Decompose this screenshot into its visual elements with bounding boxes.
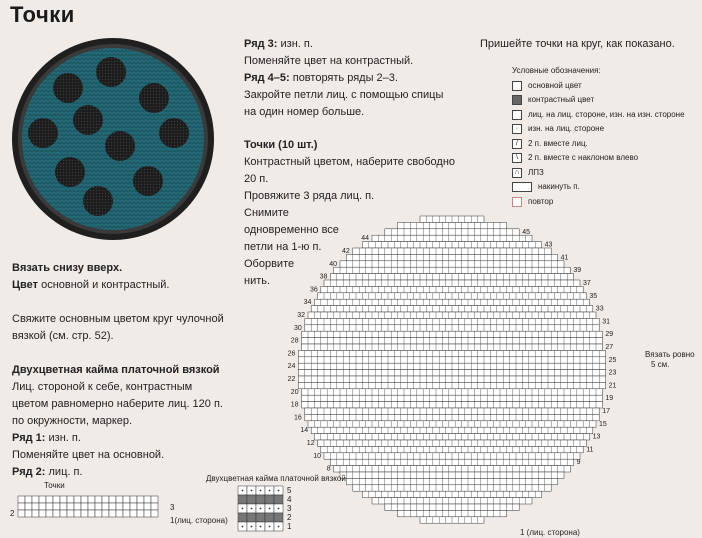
chart-cell bbox=[18, 496, 25, 503]
dots-line2: 20 п. bbox=[244, 173, 269, 185]
ssk-icon: \ bbox=[512, 153, 522, 163]
border-line3: по окружности, маркер. bbox=[12, 415, 133, 427]
chart-cell bbox=[39, 510, 46, 517]
row-number: 28 bbox=[290, 337, 299, 345]
chart-cell bbox=[137, 496, 144, 503]
color-value: основной и контрастный. bbox=[41, 279, 170, 291]
color-label: Цвет bbox=[12, 279, 39, 291]
dots-line5: одновременно все bbox=[244, 224, 339, 236]
chart-cell bbox=[88, 503, 95, 510]
row-number: 14 bbox=[300, 427, 309, 435]
purl-mark bbox=[278, 526, 280, 528]
dot bbox=[73, 105, 103, 135]
chart-cell bbox=[74, 510, 81, 517]
chart-cell bbox=[144, 510, 151, 517]
chart-row bbox=[340, 472, 564, 478]
chart-cell bbox=[130, 496, 137, 503]
chart-cell bbox=[81, 510, 88, 517]
chart-cell bbox=[238, 495, 247, 504]
border-chart-row-labels bbox=[287, 486, 301, 531]
k2tog-icon: / bbox=[512, 139, 522, 149]
chart-row bbox=[340, 261, 564, 267]
border-row-label: 5 bbox=[287, 486, 292, 495]
row-number: 34 bbox=[303, 299, 312, 307]
border-chart-title: Двухцветная кайма платочной вязкой bbox=[206, 474, 346, 483]
chart-cell bbox=[102, 503, 109, 510]
color-line bbox=[12, 277, 169, 294]
chart-cell bbox=[144, 503, 151, 510]
chart-cell bbox=[102, 510, 109, 517]
row3-note: Поменяйте цвет на контрастный. bbox=[244, 55, 414, 67]
chart-cell bbox=[39, 503, 46, 510]
chart-row bbox=[302, 389, 603, 395]
dots-line8: нить. bbox=[244, 275, 271, 287]
chart-cell bbox=[265, 513, 274, 522]
chart-row bbox=[346, 254, 557, 260]
legend-item: · изн. на лиц. стороне bbox=[512, 122, 702, 137]
chart-cell bbox=[60, 503, 67, 510]
row-number: 13 bbox=[592, 433, 601, 441]
chart-cell bbox=[265, 495, 274, 504]
chart-cell bbox=[53, 503, 60, 510]
repeat-icon bbox=[512, 197, 522, 207]
purl-mark bbox=[269, 508, 271, 510]
knit-note-line1: Вязать ровно bbox=[645, 350, 695, 359]
row1-note: Поменяйте цвет на основной. bbox=[12, 449, 165, 461]
row2-line bbox=[12, 464, 83, 481]
row3-line bbox=[244, 36, 313, 53]
sew-instruction: Пришейте точки на круг, как показано. bbox=[480, 38, 675, 50]
chart-row bbox=[308, 312, 596, 318]
chart-cell bbox=[95, 496, 102, 503]
chart-row bbox=[372, 235, 532, 241]
row1-value: изн. п. bbox=[48, 432, 81, 444]
dots-chart-row-right-1: 1(лиц. сторона) bbox=[170, 516, 228, 525]
row1-label: Ряд 1: bbox=[12, 432, 46, 444]
chart-row bbox=[385, 504, 519, 510]
purl-stitch-icon: · bbox=[512, 124, 522, 134]
chart-row bbox=[321, 286, 583, 292]
chart-cell bbox=[137, 503, 144, 510]
chart-cell bbox=[95, 503, 102, 510]
dot bbox=[96, 57, 126, 87]
chart-cell bbox=[32, 496, 39, 503]
border-row-label: 3 bbox=[287, 504, 292, 513]
border-chart-grid bbox=[238, 486, 283, 531]
chart-cell bbox=[25, 496, 32, 503]
purl-mark bbox=[260, 490, 262, 492]
direction-text: Вязать снизу вверх. bbox=[12, 262, 123, 274]
dots-chart-grid bbox=[18, 496, 158, 517]
row-number: 42 bbox=[342, 248, 350, 255]
knitted-circle-photo bbox=[8, 36, 218, 242]
purl-mark bbox=[260, 526, 262, 528]
legend-item: ∩ ЛПЗ bbox=[512, 166, 702, 181]
chart-cell bbox=[116, 510, 123, 517]
cast-on-icon bbox=[512, 182, 532, 192]
border-row-label: 2 bbox=[287, 513, 292, 522]
row45-line bbox=[244, 70, 398, 87]
chart-cell bbox=[151, 510, 158, 517]
row-number: 8 bbox=[326, 465, 331, 473]
row-number: 45 bbox=[522, 228, 530, 236]
chart-cell bbox=[60, 510, 67, 517]
border-row-label: 4 bbox=[287, 495, 292, 504]
chart-cell bbox=[81, 496, 88, 503]
chart-cell bbox=[109, 496, 116, 503]
chart-cell bbox=[123, 503, 130, 510]
step1-line1: Свяжите основным цветом круг чулочной bbox=[12, 313, 224, 325]
dots-heading: Точки (10 шт.) bbox=[244, 139, 318, 151]
chart-cell bbox=[39, 496, 46, 503]
row-number: 21 bbox=[608, 382, 617, 390]
dots-chart-row-left: 2 bbox=[10, 509, 15, 518]
chart-row bbox=[334, 466, 571, 472]
chart-cell bbox=[32, 510, 39, 517]
chart-row bbox=[398, 510, 507, 516]
row3-value: изн. п. bbox=[280, 38, 313, 50]
row-number: 40 bbox=[329, 260, 337, 268]
border-chart bbox=[238, 486, 282, 530]
legend-item: повтор bbox=[512, 195, 702, 210]
chart-cell bbox=[109, 503, 116, 510]
row-number: 11 bbox=[586, 446, 594, 454]
row-number: 26 bbox=[287, 350, 296, 358]
legend-item: / 2 п. вместе лиц. bbox=[512, 137, 702, 152]
legend-item: лиц. на лиц. стороне, изн. на изн. стороне bbox=[512, 108, 702, 123]
chart-cell bbox=[256, 513, 265, 522]
chart-row bbox=[308, 421, 596, 427]
chart-row bbox=[398, 222, 507, 228]
chart-cell bbox=[25, 510, 32, 517]
dot bbox=[83, 186, 113, 216]
row-number: 44 bbox=[361, 235, 369, 243]
chart-cell bbox=[247, 495, 256, 504]
chart-row bbox=[302, 344, 603, 350]
row-number: 20 bbox=[290, 388, 299, 396]
legend-item: накинуть п. bbox=[512, 180, 702, 195]
dots-line3: Провяжите 3 ряда лиц. п. bbox=[244, 190, 375, 202]
close-line1: Закройте петли лиц. с помощью спицы bbox=[244, 89, 444, 101]
row45-label: Ряд 4–5: bbox=[244, 72, 290, 84]
chart-cell bbox=[67, 510, 74, 517]
chart-cell bbox=[32, 503, 39, 510]
row-number: 39 bbox=[573, 267, 582, 275]
row-number: 43 bbox=[544, 241, 553, 249]
dot bbox=[105, 131, 135, 161]
chart-cell bbox=[46, 510, 53, 517]
row-number: 27 bbox=[605, 344, 614, 351]
chart-cell bbox=[116, 503, 123, 510]
dots-chart bbox=[18, 492, 168, 522]
row-number: 30 bbox=[294, 324, 302, 332]
chart-cell bbox=[256, 495, 265, 504]
legend-heading: Условные обозначения: bbox=[512, 66, 601, 75]
chart-cell bbox=[130, 503, 137, 510]
purl-mark bbox=[242, 490, 244, 492]
chart-cell bbox=[88, 510, 95, 517]
chart-row bbox=[334, 267, 571, 273]
dot bbox=[28, 118, 58, 148]
row1-line bbox=[12, 430, 81, 447]
purl-mark bbox=[251, 490, 253, 492]
chart-cell bbox=[18, 510, 25, 517]
row-number: 16 bbox=[294, 414, 302, 422]
circle-chart bbox=[287, 212, 617, 534]
row-number: 31 bbox=[602, 318, 610, 326]
chart-cell bbox=[238, 513, 247, 522]
legend bbox=[512, 64, 702, 209]
border-row-label: 1 bbox=[287, 522, 292, 531]
chart-row bbox=[302, 395, 603, 401]
row-number: 35 bbox=[589, 292, 598, 300]
chart-cell bbox=[95, 510, 102, 517]
purl-mark bbox=[251, 526, 253, 528]
chart-cell bbox=[137, 510, 144, 517]
chart-row bbox=[321, 446, 583, 452]
legend-item: \ 2 п. вместе с наклоном влево bbox=[512, 151, 702, 166]
row-number: 37 bbox=[583, 280, 591, 287]
dots-line4: Снимите bbox=[244, 207, 289, 219]
chart-cell bbox=[88, 496, 95, 503]
chart-row bbox=[353, 485, 551, 491]
dot bbox=[133, 166, 163, 196]
legend-item: контрастный цвет bbox=[512, 93, 702, 108]
chart-cell bbox=[74, 503, 81, 510]
chart-cell bbox=[74, 496, 81, 503]
chart-cell bbox=[116, 496, 123, 503]
purl-mark bbox=[242, 508, 244, 510]
row-number: 19 bbox=[605, 395, 614, 403]
main-color-icon bbox=[512, 81, 522, 91]
dots-line7: Оборвите bbox=[244, 258, 295, 270]
dot bbox=[139, 83, 169, 113]
row-number: 38 bbox=[319, 273, 328, 281]
chart-cell bbox=[247, 513, 256, 522]
chart-row bbox=[385, 229, 519, 235]
chart-cell bbox=[151, 503, 158, 510]
row-number: 10 bbox=[313, 452, 321, 460]
row45-value: повторять ряды 2–3. bbox=[292, 72, 398, 84]
row-number: 12 bbox=[306, 440, 315, 447]
chart-cell bbox=[81, 503, 88, 510]
knit-note-line2: 5 см. bbox=[651, 360, 670, 369]
knit-stitch-icon bbox=[512, 110, 522, 120]
border-line1: Лиц. стороной к себе, контрастным bbox=[12, 381, 193, 393]
dots-chart-row-right-3: 3 bbox=[170, 503, 175, 512]
dots-line1: Контрастный цветом, наберите свободно bbox=[244, 156, 456, 168]
purl-mark bbox=[242, 526, 244, 528]
purl-mark bbox=[269, 526, 271, 528]
purl-mark bbox=[278, 508, 280, 510]
chart-cell bbox=[102, 496, 109, 503]
row-number: 22 bbox=[287, 376, 296, 383]
dot bbox=[159, 118, 189, 148]
chart-cell bbox=[144, 496, 151, 503]
purl-mark bbox=[260, 508, 262, 510]
row3-label: Ряд 3: bbox=[244, 38, 278, 50]
row-number: 24 bbox=[287, 363, 296, 371]
chart-row bbox=[372, 498, 532, 504]
row-number: 25 bbox=[608, 356, 617, 364]
chart-cell bbox=[274, 495, 283, 504]
row-number: 15 bbox=[599, 420, 607, 428]
row-number: 9 bbox=[576, 459, 581, 467]
purl-mark bbox=[278, 490, 280, 492]
chart-row bbox=[302, 402, 603, 408]
row-number: 41 bbox=[560, 254, 569, 262]
row-number: 23 bbox=[608, 369, 617, 377]
legend-item: основной цвет bbox=[512, 79, 702, 94]
dots-line6: петли на 1-ю п. bbox=[244, 241, 322, 253]
dot bbox=[53, 73, 83, 103]
chart-row bbox=[314, 299, 589, 305]
border-heading: Двухцветная кайма платочной вязкой bbox=[12, 364, 220, 376]
row2-value: лиц. п. bbox=[48, 466, 83, 478]
dot bbox=[55, 157, 85, 187]
border-line2: цветом равномерно наберите лиц. 120 п. bbox=[12, 398, 223, 410]
row-number: 36 bbox=[310, 286, 318, 294]
dots-chart-title: Точки bbox=[44, 481, 65, 490]
chart-cell bbox=[46, 503, 53, 510]
chart-row bbox=[302, 338, 603, 344]
chart-cell bbox=[274, 513, 283, 522]
circle-bottom-label: 1 (лиц. сторона) bbox=[520, 528, 580, 537]
chart-cell bbox=[53, 510, 60, 517]
chart-cell bbox=[123, 510, 130, 517]
contrast-color-icon bbox=[512, 95, 522, 105]
step1-line2: вязкой (см. стр. 52). bbox=[12, 330, 114, 342]
chart-row bbox=[302, 331, 603, 337]
purl-mark bbox=[269, 490, 271, 492]
chart-row bbox=[353, 248, 551, 254]
close-line2: на один номер больше. bbox=[244, 106, 365, 118]
row-number: 29 bbox=[605, 331, 614, 339]
chart-cell bbox=[130, 510, 137, 517]
row-number: 32 bbox=[297, 312, 305, 319]
chart-cell bbox=[25, 503, 32, 510]
row-number: 17 bbox=[602, 408, 610, 415]
chart-cell bbox=[151, 496, 158, 503]
chart-cell bbox=[46, 496, 53, 503]
chart-cell bbox=[67, 496, 74, 503]
purl-mark bbox=[251, 508, 253, 510]
chart-cell bbox=[123, 496, 130, 503]
chart-cell bbox=[60, 496, 67, 503]
chart-cell bbox=[109, 510, 116, 517]
chart-cell bbox=[53, 496, 60, 503]
row2-label: Ряд 2: bbox=[12, 466, 46, 478]
row-number: 33 bbox=[595, 305, 604, 313]
chart-row bbox=[314, 434, 589, 440]
chart-cell bbox=[67, 503, 74, 510]
page-title: Точки bbox=[10, 2, 75, 27]
chart-row bbox=[346, 478, 557, 484]
row-number: 18 bbox=[290, 401, 299, 409]
lpz-icon: ∩ bbox=[512, 168, 522, 178]
chart-cell bbox=[18, 503, 25, 510]
